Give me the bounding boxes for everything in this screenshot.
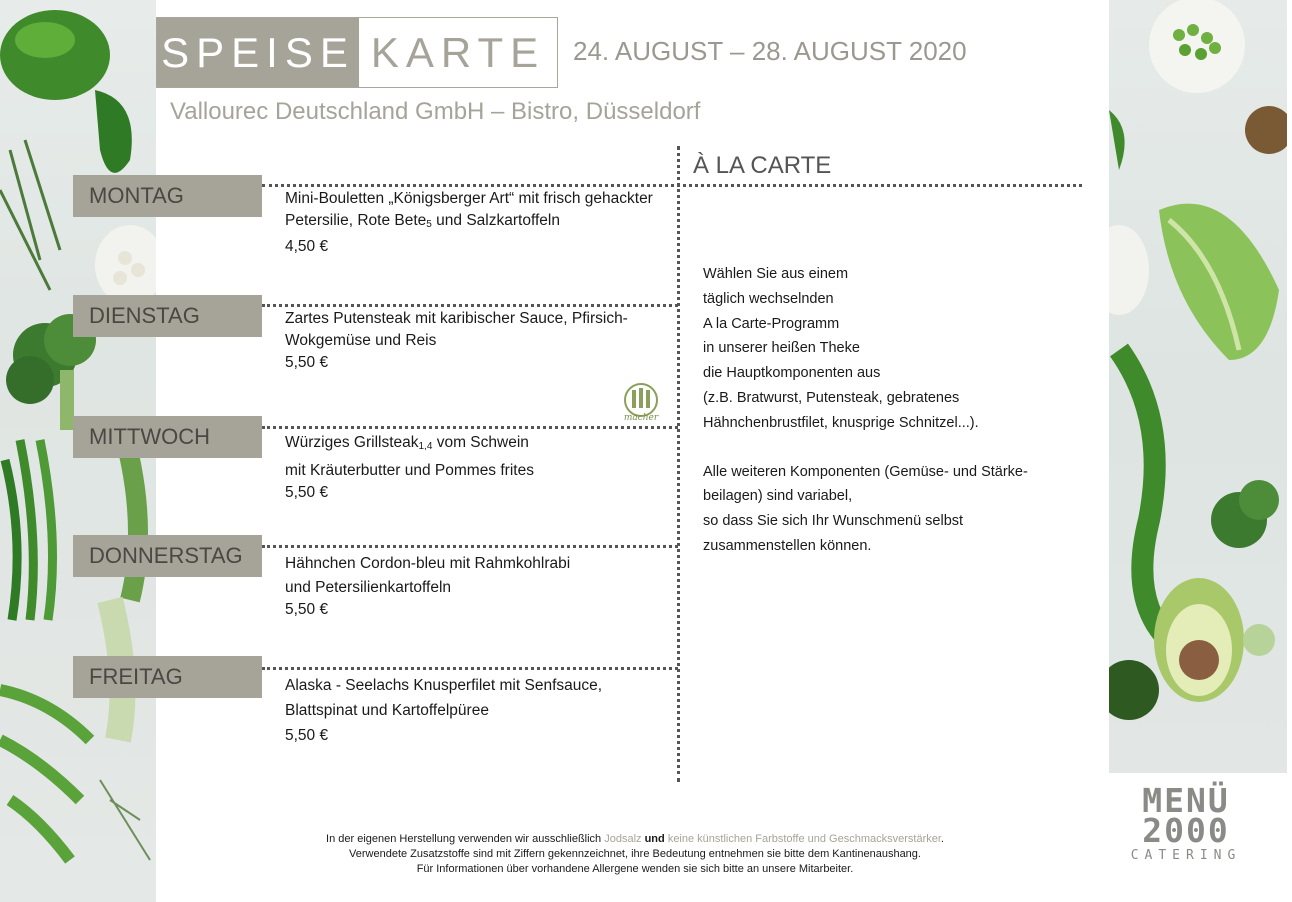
logo-line-3: CATERING [1130, 848, 1242, 863]
title-karte: KARTE [370, 28, 546, 76]
dish-donnerstag [285, 552, 675, 620]
dish-dienstag [285, 308, 675, 374]
alacarte-line: (z.B. Bratwurst, Putensteak, gebratenes [703, 389, 960, 406]
dish-price: 5,50 € [285, 601, 329, 618]
dish-line: Würziges Grillsteak$_{1,4}$ vom Schwein [285, 434, 529, 452]
alacarte-heading: À LA CARTE [693, 152, 832, 179]
dish-price: 5,50 € [285, 354, 329, 371]
logo-line-2: 2000 [1142, 811, 1230, 850]
watermark-text: macher [623, 413, 659, 423]
alacarte-line: Alle weiteren Komponenten (Gemüse- und Stärke- [703, 463, 1028, 480]
dish-line: Mini-Bouletten „Königsberger Art“ mit frisch gehackter [285, 190, 653, 207]
alacarte-line: so dass Sie sich Ihr Wunschmenü selbst [703, 513, 964, 530]
dish-price: 5,50 € [285, 484, 329, 501]
alacarte-line: A la Carte-Programm [703, 315, 840, 332]
alacarte-line: Hähnchenbrustfilet, knusprige Schnitzel...). [703, 414, 979, 431]
dish-price: 4,50 € [285, 238, 329, 255]
day-label-freitag: FREITAG [73, 656, 262, 698]
alacarte-description [703, 262, 1083, 559]
alacarte-line: täglich wechselnden [703, 290, 834, 307]
vegetable-photo-right [1109, 0, 1287, 773]
dish-montag [285, 188, 675, 258]
divider [262, 304, 678, 307]
dish-line: Hähnchen Cordon-bleu mit Rahmkohlrabi [285, 555, 571, 572]
footer-line-3: Für Informationen über vorhandene Allergene wenden sie sich bitte an unsere Mitarbeiter. [416, 863, 854, 875]
day-label-montag: MONTAG [73, 175, 262, 217]
footer-line-2: Verwendete Zusatzstoffe sind mit Ziffern gekennzeichnet, ihre Bedeutung entnehmen sie bitte dem Kantinenaushang. [349, 848, 921, 860]
dish-line: Wokgemüse und Reis [285, 332, 437, 349]
day-label-dienstag: DIENSTAG [73, 295, 262, 337]
dish-freitag [285, 673, 675, 748]
dish-line: Blattspinat und Kartoffelpüree [285, 702, 489, 719]
column-divider [677, 146, 680, 782]
dish-price: 5,50 € [285, 727, 329, 744]
logo-line-1: MENÜ [1142, 781, 1230, 820]
alacarte-line: die Hauptkomponenten aus [703, 365, 881, 382]
dish-line: Petersilie, Rote Bete$_5$ und Salzkartoffeln [285, 212, 560, 230]
dish-line: mit Kräuterbutter und Pommes frites [285, 462, 534, 479]
location-subtitle: Vallourec Deutschland GmbH – Bistro, Düsseldorf [170, 98, 701, 125]
date-range: 24. AUGUST – 28. AUGUST 2020 [573, 36, 967, 66]
divider [262, 184, 1082, 187]
dish-line: Alaska - Seelachs Knusperfilet mit Senfsauce, [285, 677, 603, 694]
menu-title [156, 17, 558, 88]
divider [262, 426, 678, 429]
footer-note [230, 832, 1040, 877]
menu2000-logo [1116, 781, 1256, 863]
day-label-mittwoch: MITTWOCH [73, 416, 262, 458]
macher-logo [619, 380, 663, 424]
alacarte-line: in unserer heißen Theke [703, 340, 860, 357]
dish-line: Zartes Putensteak mit karibischer Sauce, Pfirsich- [285, 310, 628, 327]
alacarte-line: Wählen Sie aus einem [703, 266, 849, 282]
divider [262, 667, 678, 670]
footer-line-1: In der eigenen Herstellung verwenden wir ausschließlich Jodsalz und keine künstlichen Farbstoffe und Geschmacksverstärker. [326, 833, 944, 845]
day-label-donnerstag: DONNERSTAG [73, 535, 262, 577]
alacarte-line: beilagen) sind variabel, [703, 488, 853, 505]
dish-line: und Petersilienkartoffeln [285, 579, 452, 596]
alacarte-line: zusammenstellen können. [703, 537, 872, 554]
divider [262, 545, 678, 548]
dish-mittwoch [285, 431, 675, 503]
title-speise: SPEISE [157, 18, 359, 87]
